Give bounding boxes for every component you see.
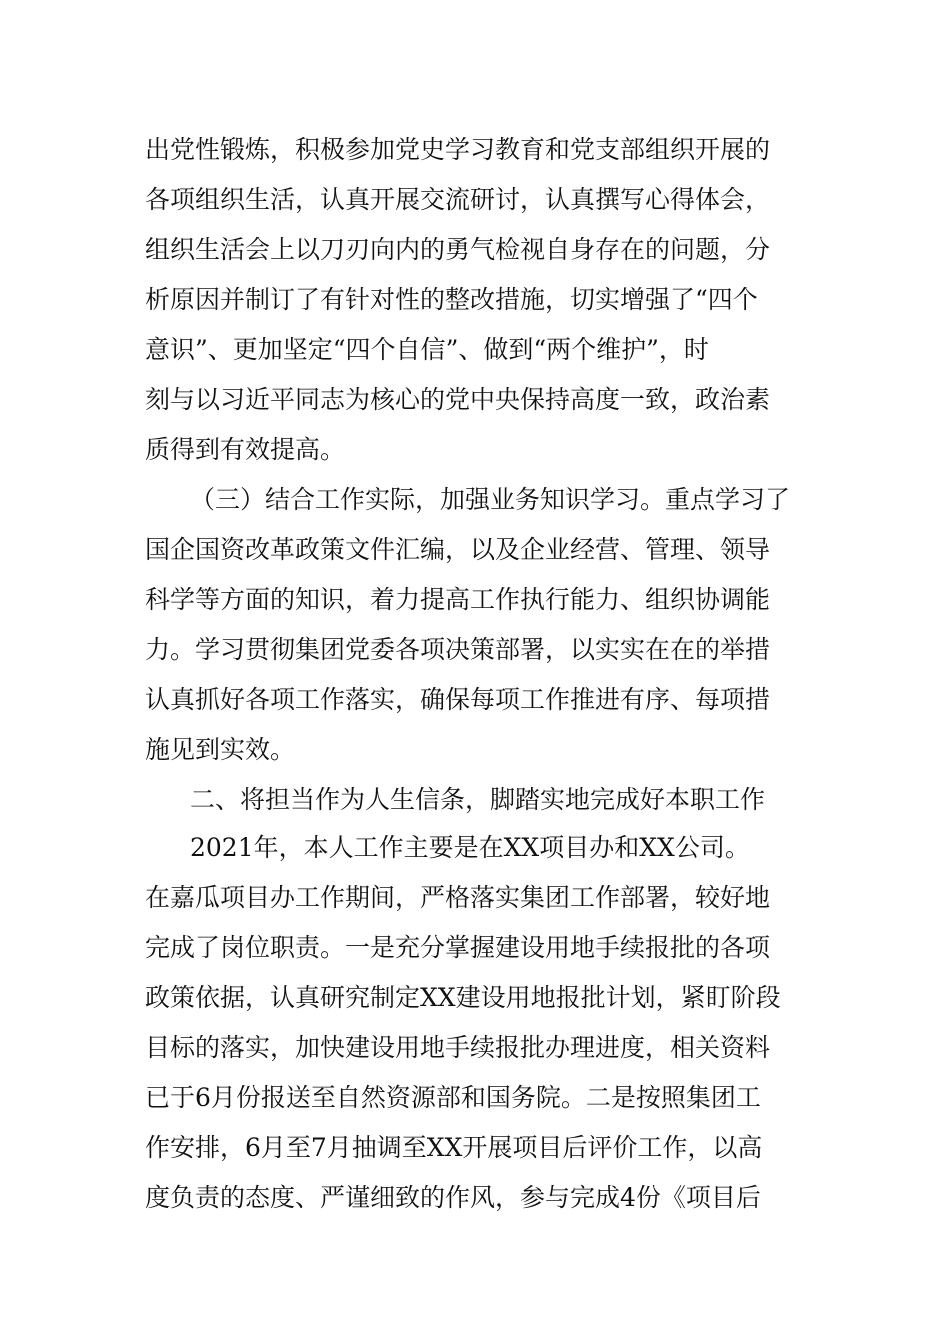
text-line: 目标的落实，加快建设用地手续报批办理进度，相关资料 [145,1033,771,1062]
text-line: 国企国资改革政策文件汇编，以及企业经营、管理、领导 [145,535,771,564]
text-line: 2021年，本人工作主要是在XX项目办和XX公司。 [190,833,750,862]
text-line: 组织生活会上以刀刃向内的勇气检视自身存在的问题，分 [145,235,771,264]
text-line: 科学等方面的知识，着力提高工作执行能力、组织协调能 [145,585,771,614]
text-line: 认真抓好各项工作落实，确保每项工作推进有序、每项措 [145,685,771,714]
text-line: 质得到有效提高。 [145,435,346,464]
section-heading: （三）结合工作实际，加强业务知识学习。重点学习了 [190,485,791,514]
text-line: 析原因并制订了有针对性的整改措施，切实增强了“四个 [145,285,758,314]
text-line: 各项组织生活，认真开展交流研讨，认真撰写心得体会， [145,185,771,214]
text-line: 刻与以习近平同志为核心的党中央保持高度一致，政治素 [145,385,771,414]
section-heading: 二、将担当作为人生信条，脚踏实地完成好本职工作 [190,785,766,814]
text-line: 出党性锻炼，积极参加党史学习教育和党支部组织开展的 [145,135,771,164]
text-line: 已于6月份报送至自然资源部和国务院。二是按照集团工 [145,1083,761,1112]
text-line: 度负责的态度、严谨细致的作风，参与完成4份《项目后 [145,1183,761,1212]
text-line: 作安排，6月至7月抽调至XX开展项目后评价工作，以高 [145,1133,763,1162]
text-line: 完成了岗位职责。一是充分掌握建设用地手续报批的各项 [145,933,771,962]
text-line: 施见到实效。 [145,735,296,764]
text-line: 在嘉瓜项目办工作期间，严格落实集团工作部署，较好地 [145,883,771,912]
text-line: 意识”、更加坚定“四个自信”、做到“两个维护”，时 [145,335,709,364]
text-line: 力。学习贯彻集团党委各项决策部署，以实实在在的举措 [145,635,771,664]
text-line: 政策依据，认真研究制定XX建设用地报批计划，紧盯阶段 [145,983,781,1012]
